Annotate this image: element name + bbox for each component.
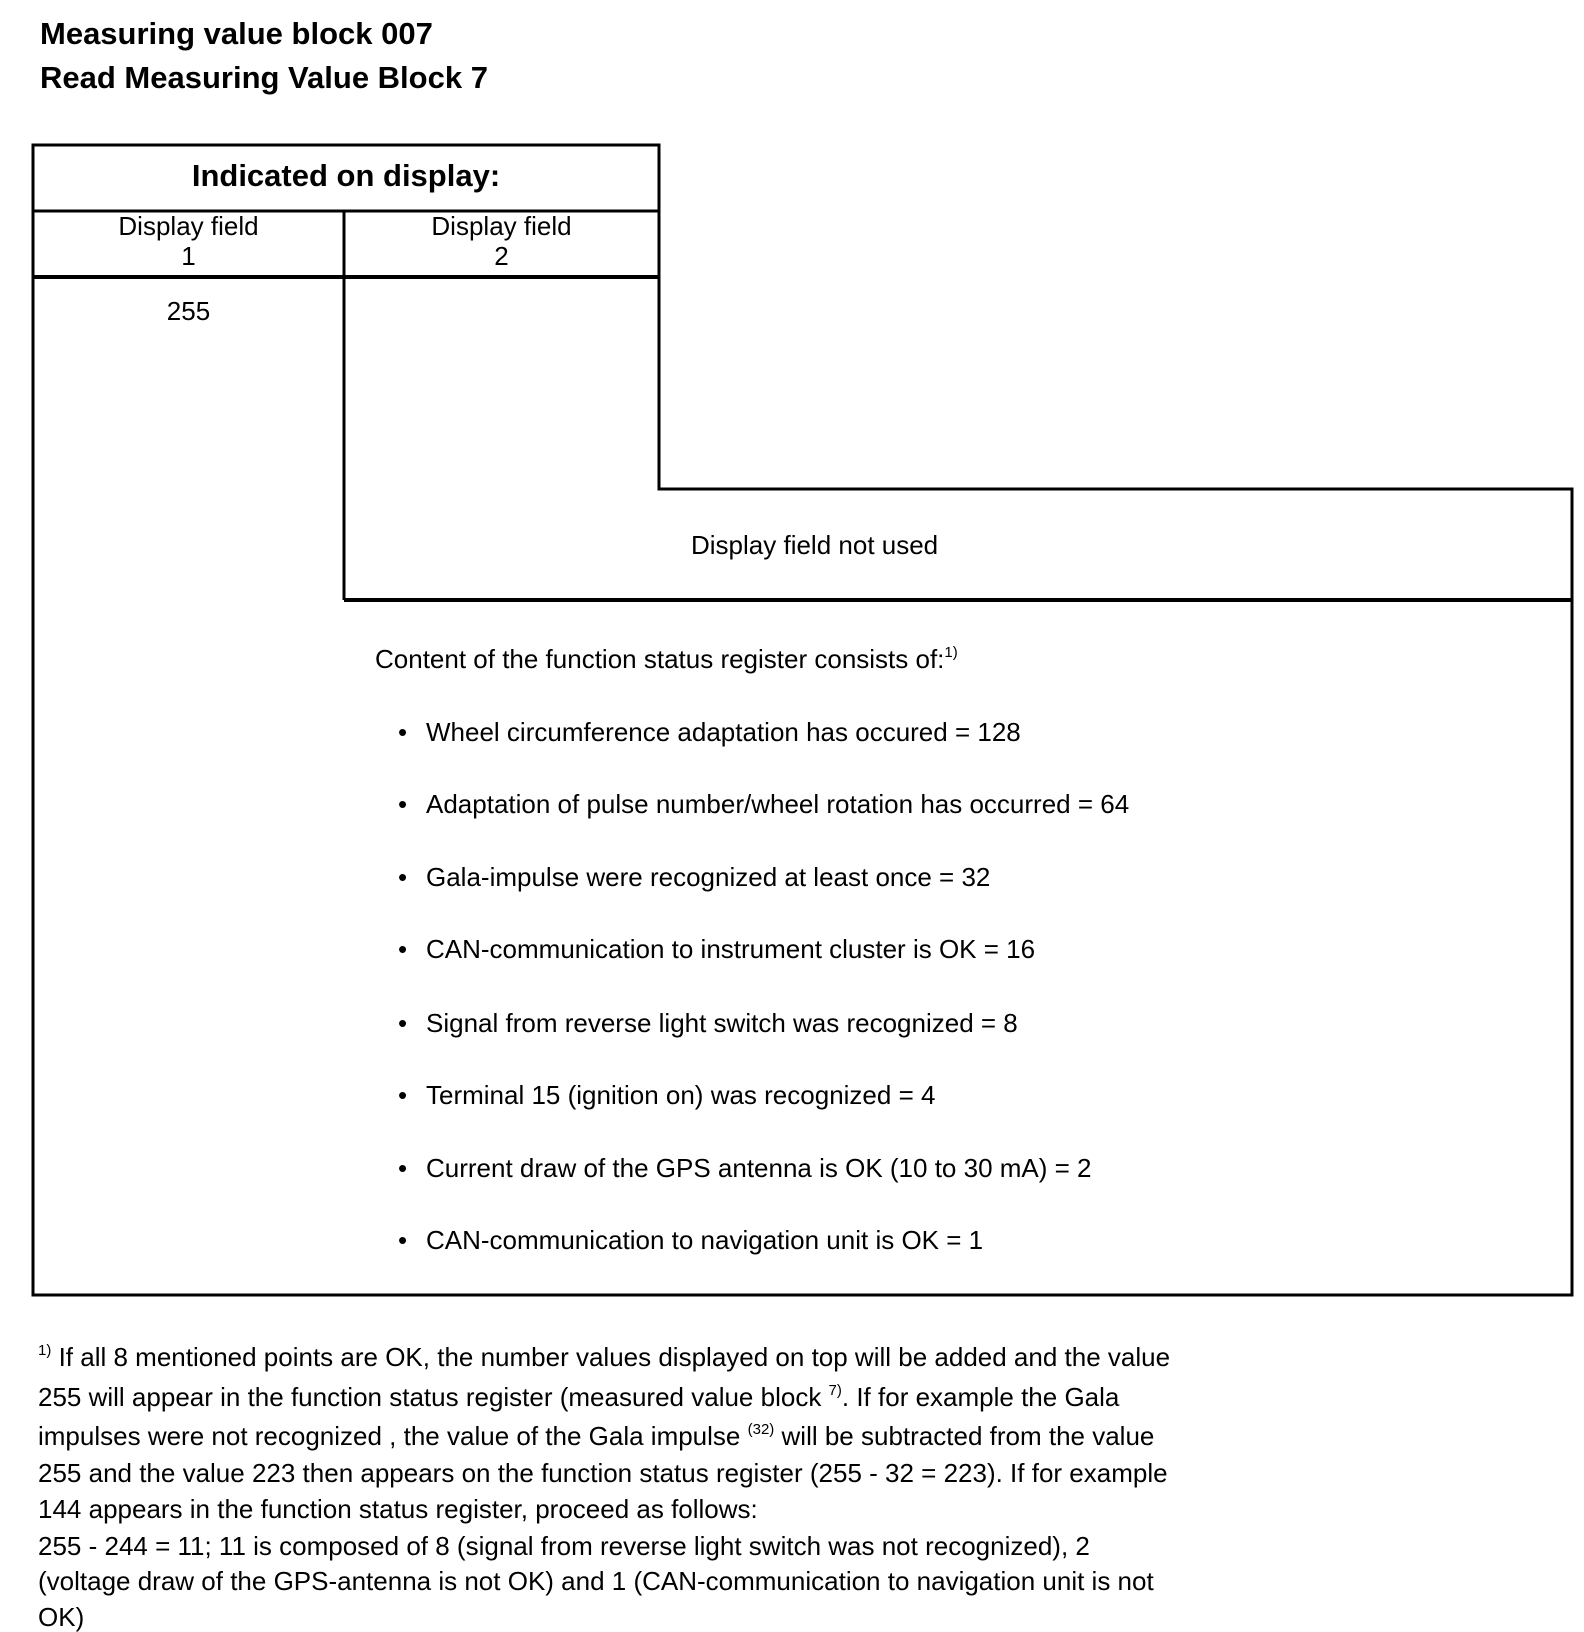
column-header-2 (344, 211, 659, 271)
bullet-icon: • (398, 1225, 408, 1255)
column-header-number: 2 (494, 241, 509, 271)
bullet-icon: • (398, 934, 408, 964)
footnote-line: 255 will appear in the function status register (measured value block $^{7)}$. If for example the Gala (38, 1382, 1120, 1412)
list-item: Gala-impulse were recognized at least once = 32 (426, 862, 991, 892)
list-item: Signal from reverse light switch was recognized = 8 (426, 1008, 1018, 1038)
footnote-ref: 1) (944, 644, 958, 661)
list-item: Wheel circumference adaptation has occured = 128 (426, 717, 1021, 747)
bullet-icon: • (398, 1153, 408, 1183)
column-header-1 (33, 211, 344, 271)
list-item: Terminal 15 (ignition on) was recognized = 4 (426, 1080, 936, 1110)
list-item: CAN-communication to instrument cluster is OK = 16 (426, 934, 1036, 964)
page-subtitle: Read Measuring Value Block 7 (40, 60, 488, 95)
footnote-line: OK) (38, 1602, 85, 1632)
bullet-icon: • (398, 789, 408, 819)
footnote-line: 255 - 244 = 11; 11 is composed of 8 (signal from reverse light switch was not recognized), 2 (38, 1531, 1090, 1561)
table-heading: Indicated on display: (191, 158, 501, 193)
column-header-label: Display field (118, 211, 259, 241)
content-intro: Content of the function status register consists of:$^{1)}$ (375, 644, 958, 674)
bullet-icon: • (398, 1008, 408, 1038)
list-item: CAN-communication to navigation unit is OK = 1 (426, 1225, 984, 1255)
list-item: Adaptation of pulse number/wheel rotation has occurred = 64 (426, 789, 1130, 819)
bullet-icon: • (398, 717, 408, 747)
footnote-line: (voltage draw of the GPS-antenna is not OK) and 1 (CAN-communication to navigation unit is not (38, 1566, 1154, 1596)
footnote-line: 144 appears in the function status register, proceed as follows: (38, 1494, 758, 1524)
bullet-icon: • (398, 1080, 408, 1110)
footnote-line: $^{1)}$ If all 8 mentioned points are OK, the number values displayed on top will be added and the value (38, 1342, 1171, 1372)
column-header-label: Display field (431, 211, 572, 241)
page-title: Measuring value block 007 (40, 16, 433, 51)
field1-value: 255 (166, 296, 211, 326)
bullet-icon: • (398, 862, 408, 892)
list-item: Current draw of the GPS antenna is OK (10 to 30 mA) = 2 (426, 1153, 1092, 1183)
column-header-number: 1 (181, 241, 196, 271)
field2-note: Display field not used (691, 530, 939, 560)
footnote-line: impulses were not recognized , the value of the Gala impulse $^{(32)}$ will be subtracted from the value (38, 1421, 1155, 1451)
footnote-line: 255 and the value 223 then appears on the function status register (255 - 32 = 223). If for example (38, 1458, 1168, 1488)
